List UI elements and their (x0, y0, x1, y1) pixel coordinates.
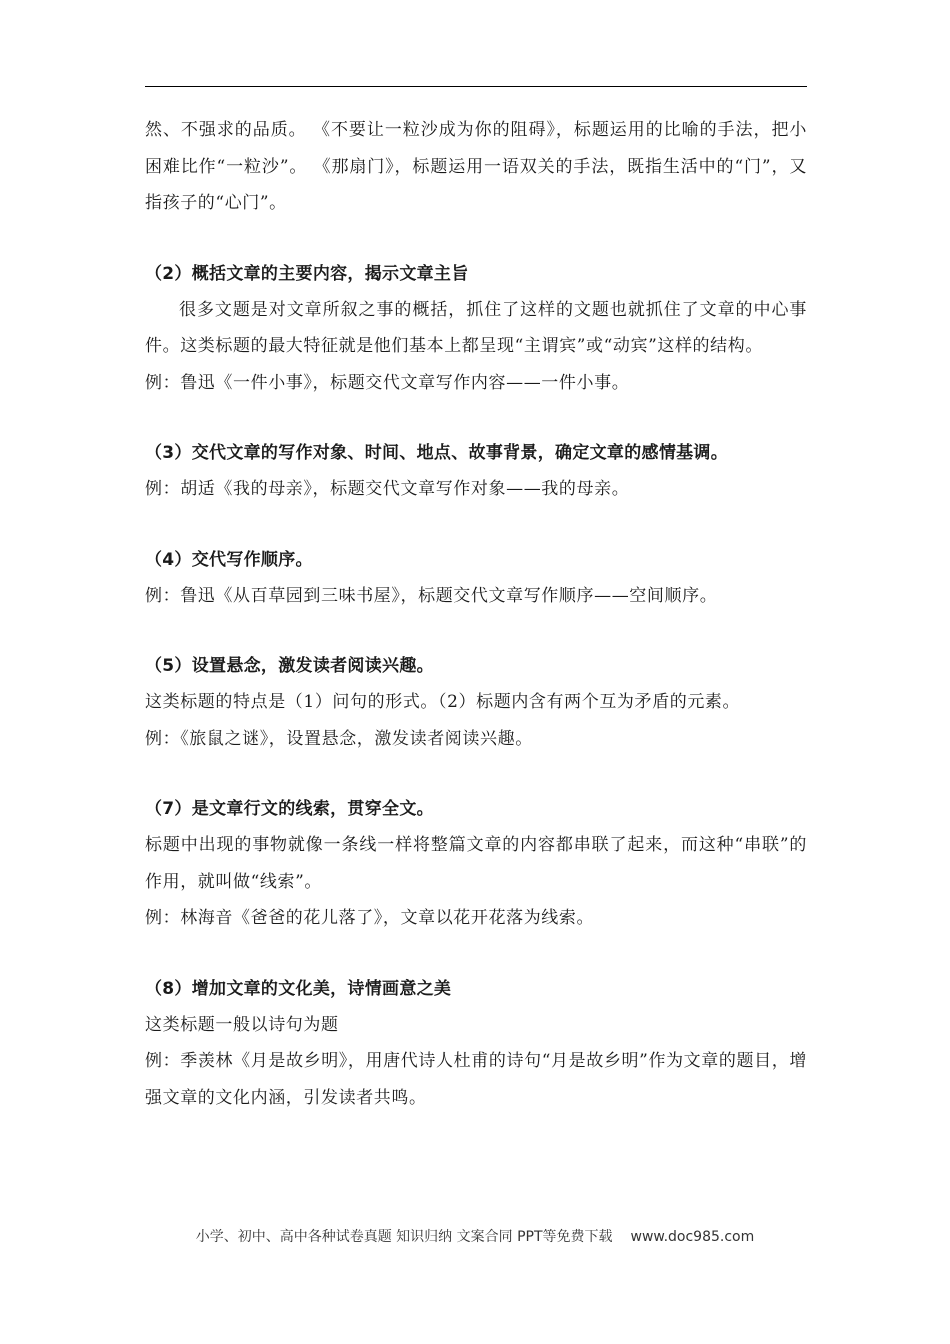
footer-url[interactable]: www.doc985.com (630, 1229, 755, 1245)
intro-paragraph: 然、不强求的品质。 《不要让一粒沙成为你的阻碍》，标题运用的比喻的手法，把小困难比作“一粒沙”。 《那扇门》，标题运用一语双关的手法，既指生活中的“门”，又指孩子的“心门”。 (145, 120, 807, 213)
section-heading-2: （2）概括文章的主要内容，揭示文章主旨 (145, 263, 469, 284)
section-example-4: 例：鲁迅《从百草园到三味书屋》，标题交代文章写作顺序——空间顺序。 (145, 585, 718, 606)
section-heading-7: （7）是文章行文的线索，贯穿全文。 (145, 799, 434, 819)
section-body-5: 这类标题的特点是（1）问句的形式。（2）标题内含有两个互为矛盾的元素。 (145, 692, 741, 712)
section-heading-5: （5）设置悬念，激发读者阅读兴趣。 (145, 656, 434, 676)
section-heading-4: （4）交代写作顺序。 (145, 549, 313, 570)
section-example-5: 例：《旅鼠之谜》，设置悬念，激发读者阅读兴趣。 (145, 728, 533, 749)
section-example-8: 例：季羡林《月是故乡明》，用唐代诗人杜甫的诗句“月是故乡明”作为文章的题目，增强文章的文化内涵，引发读者共鸣。 (145, 1051, 807, 1108)
section-heading-3: （3）交代文章的写作对象、时间、地点、故事背景，确定文章的感情基调。 (145, 443, 729, 463)
section-example-2: 例：鲁迅《一件小事》，标题交代文章写作内容——一件小事。 (145, 372, 630, 393)
section-heading-8: （8）增加文章的文化美，诗情画意之美 (145, 978, 452, 999)
document-body (145, 112, 807, 1116)
section-body-2: 很多文题是对文章所叙之事的概括，抓住了这样的文题也就抓住了文章的中心事件。这类标题的最大特征就是他们基本上都呈现“主谓宾”或“动宾”这样的结构。 (145, 299, 807, 356)
section-body-8: 这类标题一般以诗句为题 (145, 1014, 339, 1035)
footer-text: 小学、初中、高中各种试卷真题 知识归纳 文案合同 PPT等免费下载 (195, 1229, 613, 1245)
page-footer (0, 1226, 950, 1246)
header-rule (145, 86, 807, 87)
section-example-3: 例：胡适《我的母亲》，标题交代文章写作对象——我的母亲。 (145, 479, 630, 499)
section-example-7: 例：林海音《爸爸的花儿落了》，文章以花开花落为线索。 (145, 908, 595, 928)
section-body-7: 标题中出现的事物就像一条线一样将整篇文章的内容都串联了起来，而这种“串联”的作用，就叫做“线索”。 (145, 835, 807, 892)
